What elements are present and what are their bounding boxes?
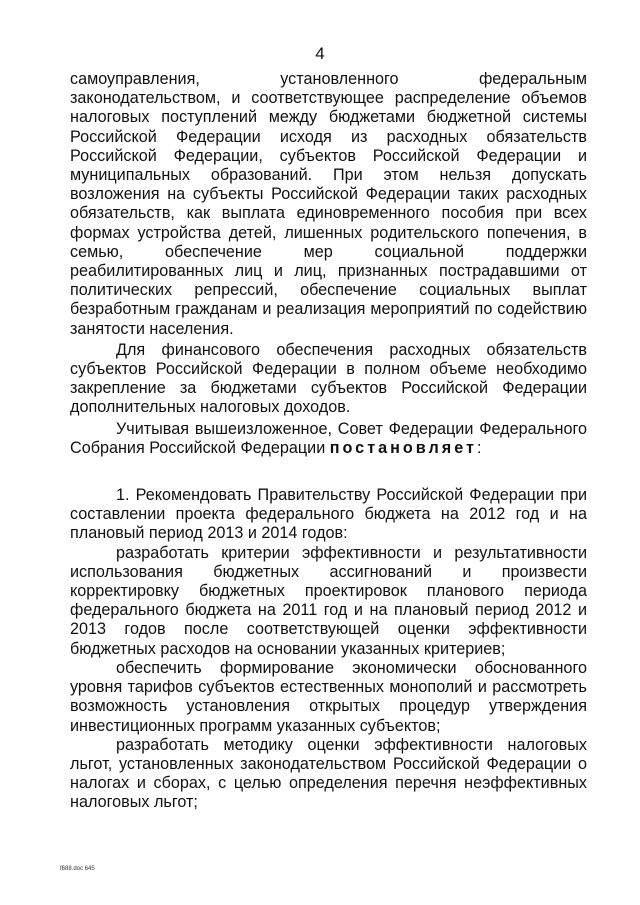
paragraph-resolution-intro — [70, 420, 587, 458]
paragraph-continuation: самоуправления, установленного федеральным законодательством, и соответствующее распределение объемов налоговых поступлений между бюджетами бюджетной системы Российской Федерации исходя из расходных обязательств Российской Федерации, субъектов Российской Федерации и муниципальных образований. При этом нельзя допускать возложения на субъекты Российской Федерации таких расходных обязательств, как выплата единовременного пособия при всех формах устройства детей, лишенных родительского попечения, в семью, обеспечение мер социальной поддержки реабилитированных лиц и лиц, признанных пострадавшими от политических репрессий, обеспечение социальных выплат безработным гражданам и реализация мероприятий по содействию занятости населения. — [70, 70, 587, 338]
paragraph-tax-benefits: разработать методику оценки эффективности налоговых льгот, установленных законодательством Российской Федерации о налогах и сборах, с целью определения перечня неэффективных налоговых льгот; — [70, 735, 587, 812]
paragraph-financing: Для финансового обеспечения расходных обязательств субъектов Российской Федерации в полном объеме необходимо закрепление за бюджетами субъектов Российской Федерации дополнительных налоговых доходов. — [70, 340, 587, 417]
document-footer-mark: f688.doc 645 — [60, 866, 95, 872]
resolution-intro-text: Учитывая вышеизложенное, Совет Федерации Федерального Собрания Российской Федерации — [70, 419, 587, 457]
document-body — [70, 70, 587, 813]
paragraph-criteria: разработать критерии эффективности и результативности использования бюджетных ассигнований и произвести корректировку бюджетных проектировок планового периода федерального бюджета на 2011 год и на плановый период 2012 и 2013 годов после соответствующей оценки эффективности бюджетных расходов на основании указанных критериев; — [70, 543, 587, 658]
resolution-keyword: постановляет — [329, 438, 477, 457]
paragraph-tariffs: обеспечить формирование экономически обоснованного уровня тарифов субъектов естественных монополий и рассмотреть возможность установления открытых процедур утверждения инвестиционных программ указанных субъектов; — [70, 658, 587, 735]
paragraph-item-1: 1. Рекомендовать Правительству Российской Федерации при составлении проекта федерального бюджета на 2012 год и на плановый период 2013 и 2014 годов: — [70, 486, 587, 543]
page-number: 4 — [315, 44, 325, 63]
resolution-colon: : — [476, 438, 482, 457]
